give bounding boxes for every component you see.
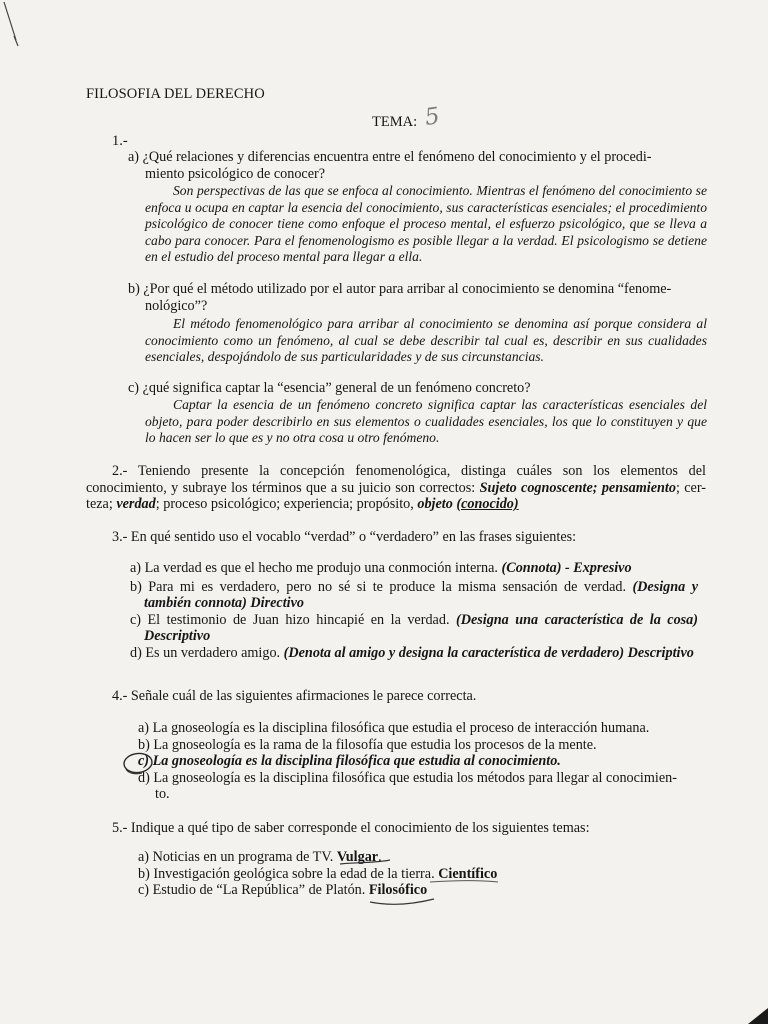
option-5c: c) Estudio de “La República” de Platón. Filosófico [138, 882, 428, 898]
answer-3a: (Connota) - Expresivo [501, 560, 632, 576]
question-3-options [130, 560, 698, 661]
answer-3c: (Designa una característica de la cosa) Descriptivo [144, 611, 698, 644]
question-4-options [138, 720, 713, 803]
corner-shadow-mark [738, 994, 768, 1024]
pen-stroke-mark [0, 0, 40, 60]
tema-label: TEMA: [372, 114, 418, 130]
option-3c: c) El testimonio de Juan hizo hincapié en la verdad. (Designa una característica de la cosa) Descriptivo [130, 611, 698, 644]
answer-1a: Son perspectivas de las que se enfoca al conocimiento. Mientras el fenómeno del conocimiento se enfoca u ocupa en captar la esencia del conocimiento, sus características esenciales; el procedimiento psicológico de conocer tiene como enfoque el proceso mental, el esfuerzo psicológico, que se lleva a cabo para conocer. Para el fenomenologismo es posible llegar a la verdad. El psicologismo se detiene en el estudio del proceso mental para llegar a ella. [145, 183, 707, 264]
tema-handwritten-number: 5 [423, 103, 442, 131]
handwritten-underlines [330, 858, 510, 908]
question-2-sep: ; cer-teza; [86, 479, 707, 512]
option-5b: b) Investigación geológica sobre la edad de la tierra. Científico [138, 865, 498, 882]
question-3: 3.- En qué sentido uso el vocablo “verdad” o “verdadero” en las frases siguientes: [112, 529, 577, 545]
answer-3b: (Designa y también connota) Directivo [144, 578, 698, 611]
answer-5c: Filosófico [368, 882, 428, 898]
handwritten-circle-mark [118, 749, 154, 779]
option-4d: d) La gnoseología es la disciplina filosófica que estudia los métodos para llegar al conocimien- to. [138, 769, 677, 802]
question-2-text: 2.- Teniendo presente la concepción fenomenológica, distinga cuáles son los elementos del conocimiento, y subraye los términos que a su juicio son correctos: [86, 463, 706, 496]
question-1b-line-1: b) ¿Por qué el método utilizado por el autor para arribar al conocimiento se denomina “fenome- [128, 281, 672, 297]
question-1c: c) ¿qué significa captar la “esencia” general de un fenómeno concreto? [128, 380, 531, 396]
answer-3d: (Denota al amigo y designa la característica de verdadero) Descriptivo [283, 644, 694, 661]
question-4: 4.- Señale cuál de las siguientes afirmaciones le parece correcta. [112, 688, 477, 704]
term-conocido: (conocido) [456, 496, 519, 512]
term-objeto: objeto [417, 496, 453, 512]
question-1a-line-1: a) ¿Qué relaciones y diferencias encuentra entre el fenómeno del conocimiento y el procedi- [128, 149, 652, 165]
question-2 [86, 463, 706, 513]
option-3d: d) Es un verdadero amigo. (Denota al amigo y designa la característica de verdadero) Descriptivo [130, 644, 694, 661]
term-verdad: verdad [116, 496, 156, 512]
answer-1c: Captar la esencia de un fenómeno concreto significa captar las características esenciales del objeto, para poder describirlo en sus elementos o cualidades esenciales, los que lo constituyen y que lo hacen ser lo que es y no otra cosa u otro fenómeno. [145, 397, 707, 445]
question-2-rest: ; proceso psicológico; experiencia; propósito, [155, 496, 418, 512]
option-3a: a) La verdad es que el hecho me produjo una conmoción interna. (Connota) - Expresivo [130, 560, 632, 576]
question-1a [128, 149, 708, 182]
course-title: FILOSOFIA DEL DERECHO [86, 86, 265, 102]
option-5a: a) Noticias en un programa de TV. Vulgar. [138, 849, 382, 865]
option-4a: a) La gnoseología es la disciplina filosófica que estudia el proceso de interacción humana. [138, 720, 650, 736]
answer-5b: Científico [438, 865, 498, 882]
question-1b-line-2: nológico”? [145, 297, 208, 314]
term-sujeto-pensamiento: Sujeto cognoscente; pensamiento [479, 479, 676, 496]
question-1-number: 1.- [112, 133, 128, 149]
question-1b [128, 281, 708, 314]
answer-1b: El método fenomenológico para arribar al conocimiento se denomina así porque considera al conocimiento como un fenómeno, al cual se debe describir tal cual es, describir en sus cualidades esenciales, despojándolo de sus particularidades y de sus circunstancias. [145, 316, 707, 364]
option-4b: b) La gnoseología es la rama de la filosofía que estudia los procesos de la mente. [138, 736, 597, 753]
option-3b: b) Para mi es verdadero, pero no sé si te produce la misma sensación de verdad. (Designa y también connota) Directivo [130, 578, 698, 611]
answer-5a: Vulgar [336, 849, 379, 865]
option-4c-selected: c) La gnoseología es la disciplina filosófica que estudia al conocimiento. [138, 753, 561, 769]
question-5: 5.- Indique a qué tipo de saber corresponde el conocimiento de los siguientes temas: [112, 820, 590, 836]
question-1a-line-2: miento psicológico de conocer? [145, 165, 326, 182]
